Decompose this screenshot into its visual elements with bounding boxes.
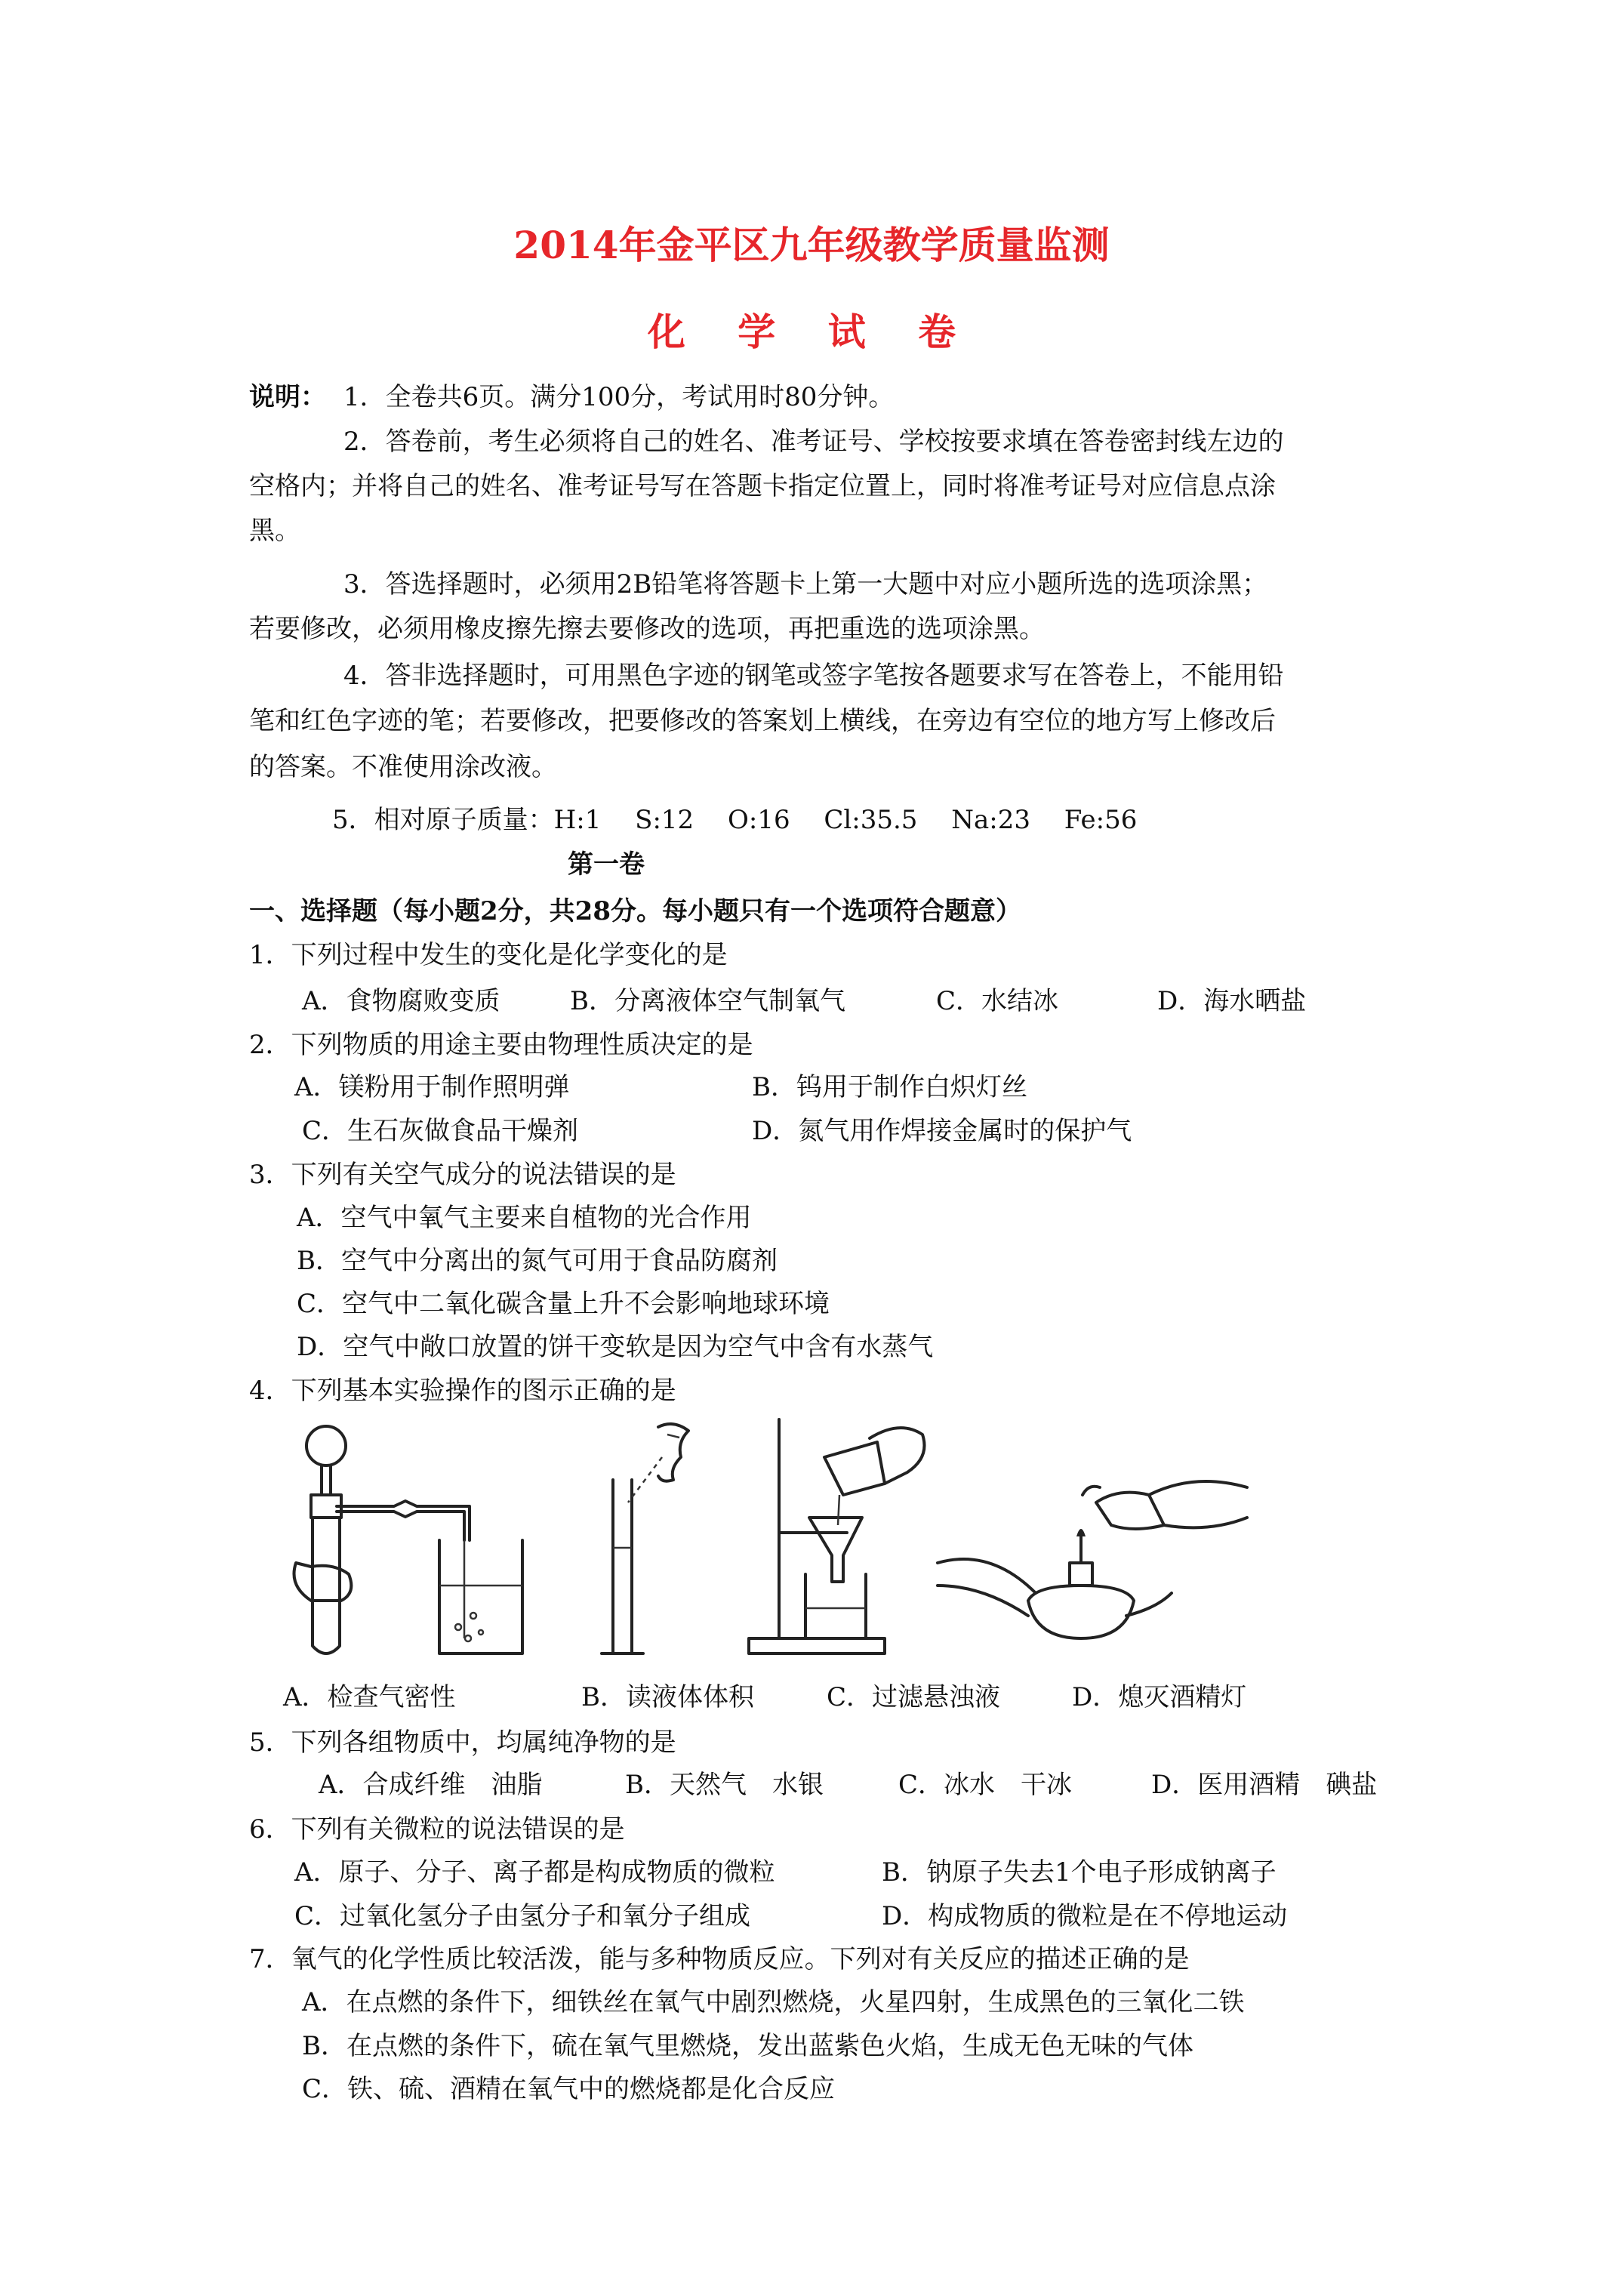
question-3-option-c: C．空气中二氧化碳含量上升不会影响地球环境 (297, 1289, 830, 1319)
question-4-option-a: A．检查气密性 (283, 1682, 456, 1712)
question-1-option-d: D．海水晒盐 (1157, 986, 1307, 1016)
question-5-stem: 5．下列各组物质中，均属纯净物的是 (249, 1727, 676, 1758)
question-1-option-c: C．水结冰 (936, 986, 1059, 1016)
instruction-2-line3: 黑。 (249, 516, 300, 546)
instruction-1: 1．全卷共6页。满分100分，考试用时80分钟。 (343, 382, 895, 412)
instruction-3-line2: 若要修改，必须用橡皮擦先擦去要修改的选项，再把重选的选项涂黑。 (249, 614, 1045, 644)
question-2-option-b: B．钨用于制作白炽灯丝 (752, 1072, 1027, 1102)
section-heading: 一、选择题（每小题2分，共28分。每小题只有一个选项符合题意） (249, 896, 1021, 926)
instruction-4-line1: 4．答非选择题时，可用黑色字迹的钢笔或签字笔按各题要求写在答卷上，不能用铅 (343, 661, 1284, 691)
question-3-option-a: A．空气中氧气主要来自植物的光合作用 (297, 1203, 752, 1233)
airtightness-check-illustration (294, 1426, 523, 1653)
question-4-stem: 4．下列基本实验操作的图示正确的是 (249, 1376, 676, 1406)
instruction-2-line2: 空格内；并将自己的姓名、准考证号写在答题卡指定位置上，同时将准考证号对应信息点涂 (249, 471, 1276, 501)
question-3-option-d: D．空气中敞口放置的饼干变软是因为空气中含有水蒸气 (297, 1332, 934, 1362)
volume-heading: 第一卷 (568, 849, 645, 880)
extinguish-alcohol-lamp-illustration (938, 1481, 1247, 1638)
instruction-4-line3: 的答案。不准使用涂改液。 (249, 752, 557, 782)
question-2-option-d: D．氮气用作焊接金属时的保护气 (752, 1116, 1132, 1146)
question-6-option-a: A．原子、分子、离子都是构成物质的微粒 (294, 1857, 775, 1888)
question-6-stem: 6．下列有关微粒的说法错误的是 (249, 1814, 625, 1845)
question-7-option-c: C．铁、硫、酒精在氧气中的燃烧都是化合反应 (302, 2074, 836, 2104)
instructions-label: 说明： (249, 382, 326, 412)
page-title: 2014年金平区九年级教学质量监测 (513, 223, 1110, 267)
question-4-option-d: D．熄灭酒精灯 (1072, 1682, 1247, 1712)
page-subtitle: 化 学 试 卷 (647, 310, 976, 354)
question-3-stem: 3．下列有关空气成分的说法错误的是 (249, 1160, 676, 1190)
question-5-option-a: A．合成纤维 油脂 (319, 1770, 543, 1800)
question-1-stem: 1．下列过程中发生的变化是化学变化的是 (249, 940, 728, 970)
question-5-option-c: C．冰水 干冰 (898, 1770, 1073, 1800)
instruction-4-line2: 笔和红色字迹的笔；若要修改，把要修改的答案划上横线，在旁边有空位的地方写上修改后 (249, 706, 1276, 736)
question-6-option-d: D．构成物质的微粒是在不停地运动 (882, 1901, 1288, 1931)
question-2-option-a: A．镁粉用于制作照明弹 (294, 1072, 570, 1102)
question-7-stem: 7．氧气的化学性质比较活泼，能与多种物质反应。下列对有关反应的描述正确的是 (249, 1944, 1190, 1974)
question-4-option-c: C．过滤悬浊液 (827, 1682, 1001, 1712)
instruction-5: 5．相对原子质量：H:1 S:12 O:16 Cl:35.5 Na:23 Fe:56 (332, 805, 1138, 835)
question-6-option-b: B．钠原子失去1个电子形成钠离子 (882, 1857, 1277, 1888)
question-2-option-c: C．生石灰做食品干燥剂 (302, 1116, 579, 1146)
question-2-stem: 2．下列物质的用途主要由物理性质决定的是 (249, 1030, 753, 1060)
lab-operations-figure (281, 1412, 1262, 1669)
instruction-3-line1: 3．答选择题时，必须用2B铅笔将答题卡上第一大题中对应小题所选的选项涂黑； (343, 569, 1268, 599)
read-liquid-volume-illustration (602, 1424, 688, 1653)
question-7-option-a: A．在点燃的条件下，细铁丝在氧气中剧烈燃烧，火星四射，生成黑色的三氧化二铁 (302, 1987, 1245, 2017)
filtration-illustration (749, 1419, 925, 1653)
question-5-option-d: D．医用酒精 碘盐 (1151, 1770, 1378, 1800)
instruction-2-line1: 2．答卷前，考生必须将自己的姓名、准考证号、学校按要求填在答卷密封线左边的 (343, 427, 1284, 457)
question-6-option-c: C．过氧化氢分子由氢分子和氧分子组成 (294, 1901, 751, 1931)
question-4-option-b: B．读液体体积 (581, 1682, 754, 1712)
question-3-option-b: B．空气中分离出的氮气可用于食品防腐剂 (297, 1246, 778, 1276)
question-5-option-b: B．天然气 水银 (625, 1770, 824, 1800)
question-1-option-b: B．分离液体空气制氧气 (570, 986, 845, 1016)
question-1-option-a: A．食物腐败变质 (302, 986, 500, 1016)
question-7-option-b: B．在点燃的条件下，硫在氧气里燃烧，发出蓝紫色火焰，生成无色无味的气体 (302, 2031, 1193, 2061)
